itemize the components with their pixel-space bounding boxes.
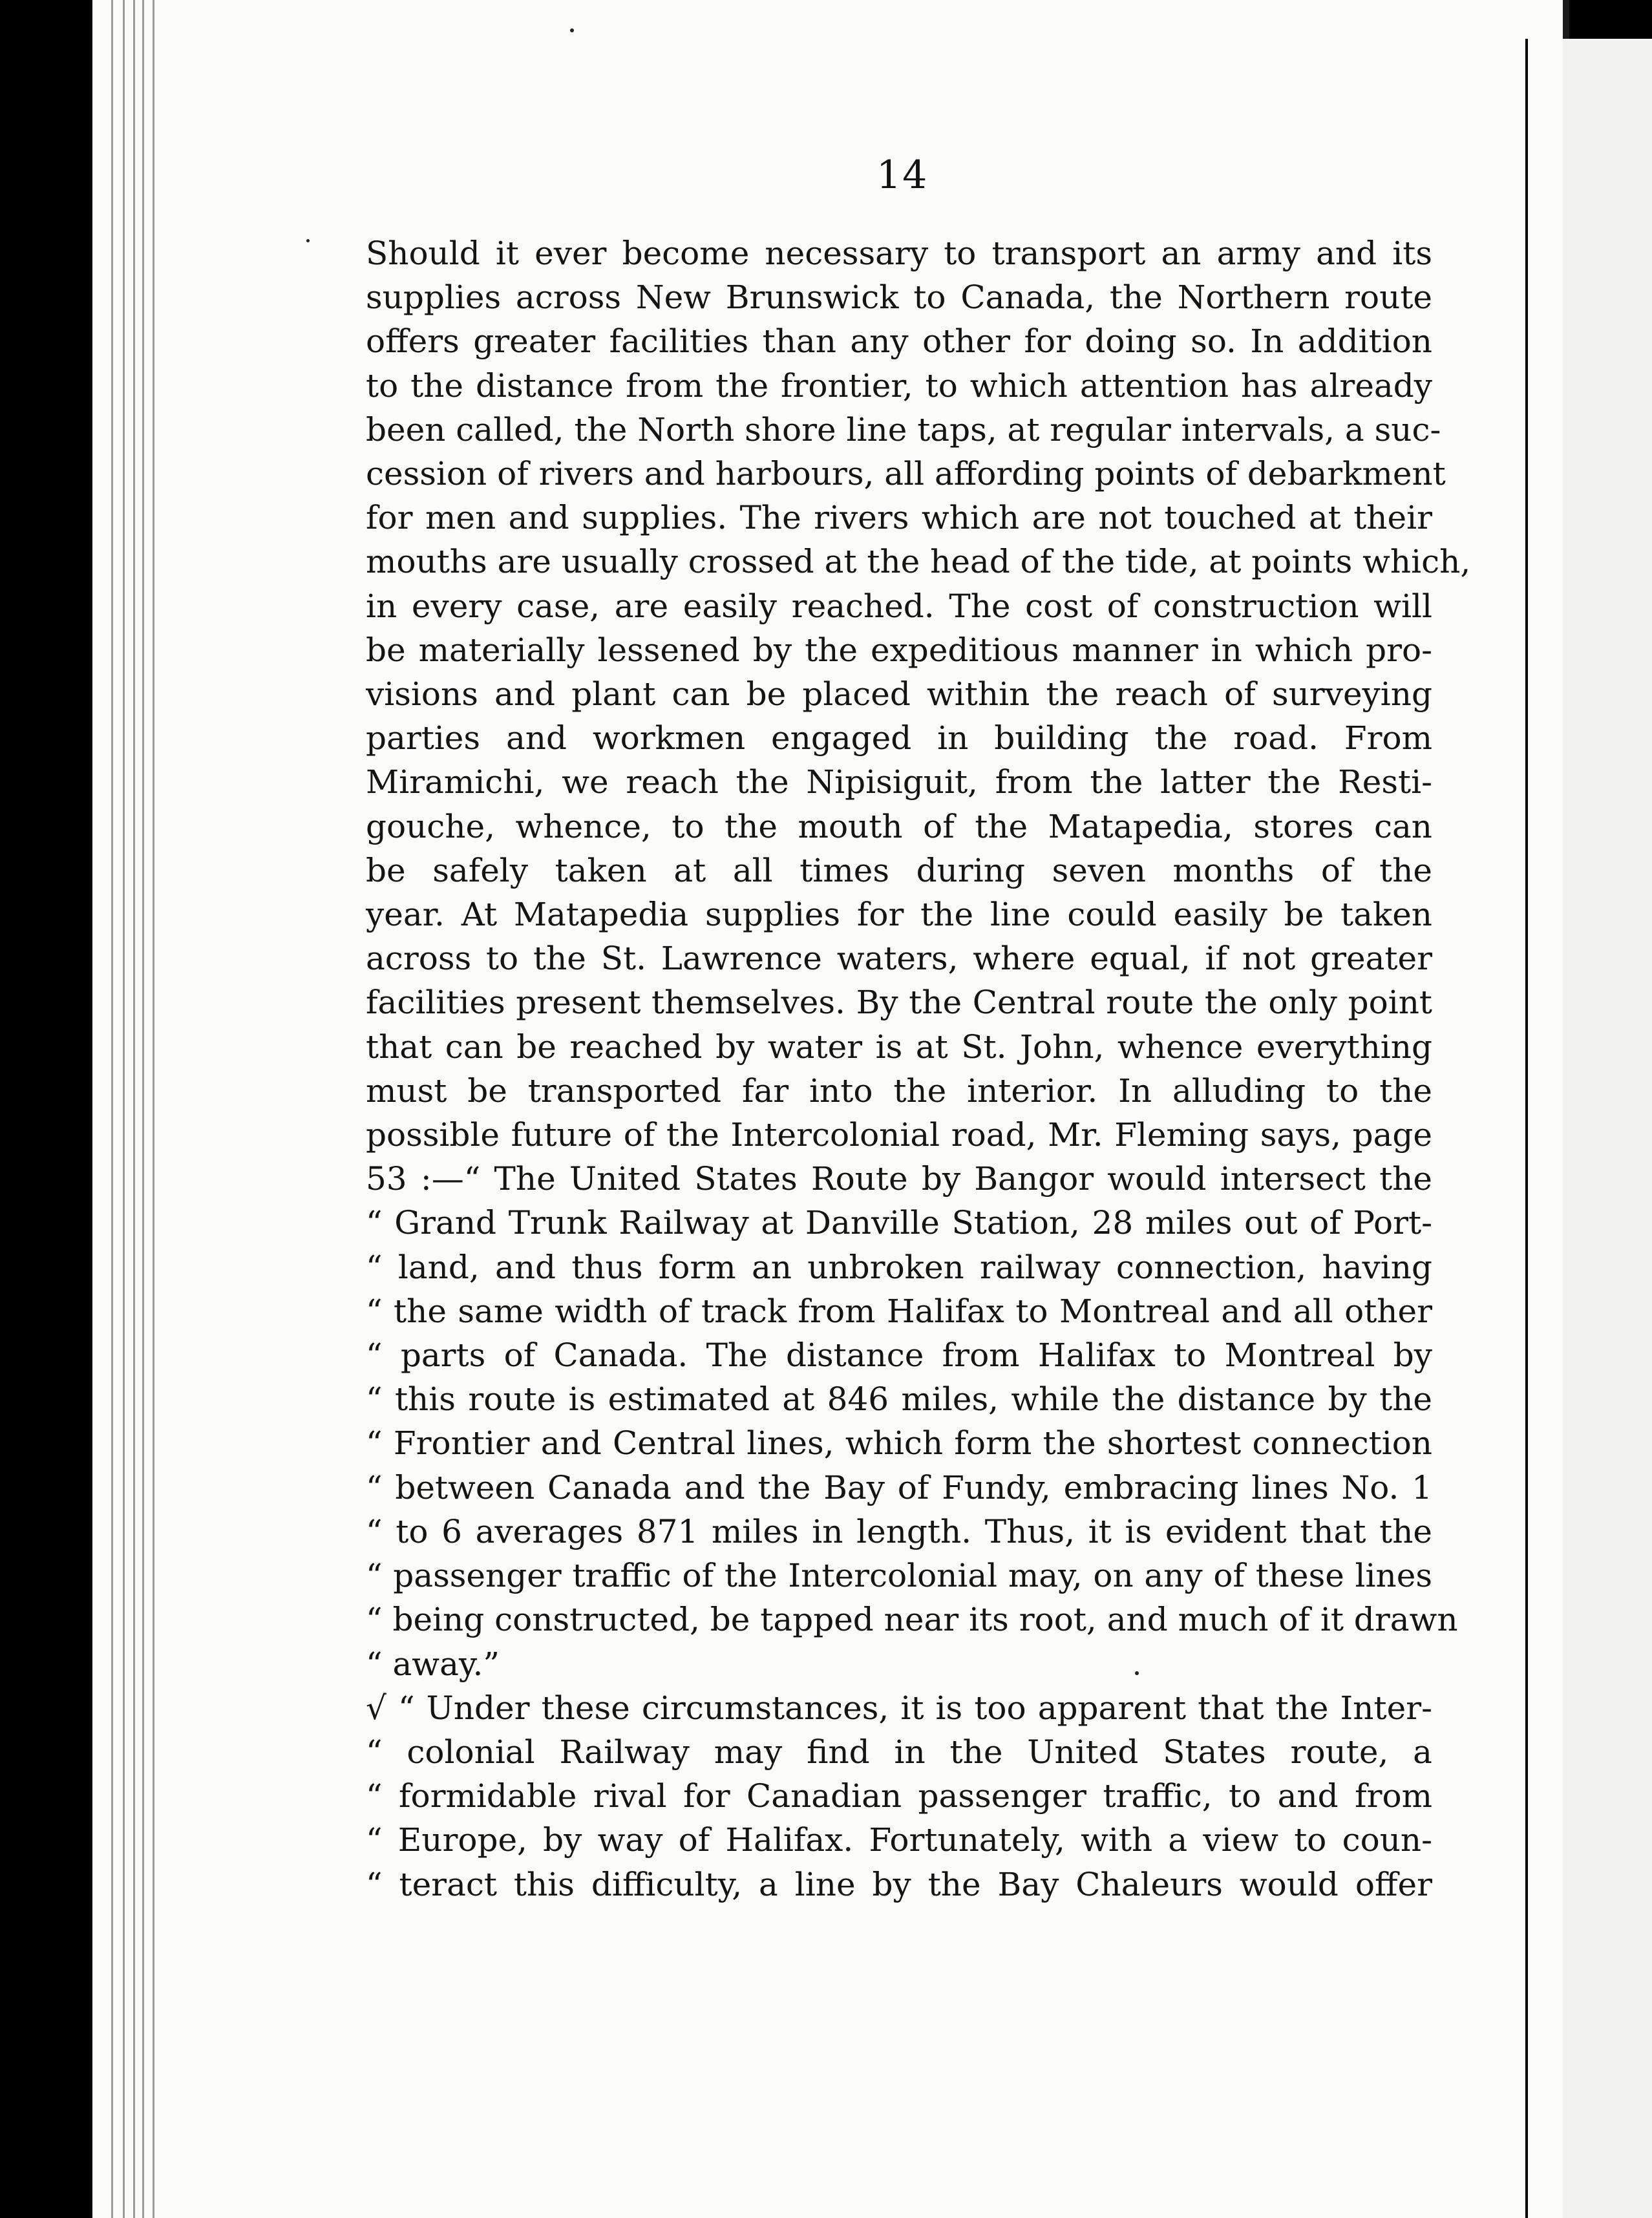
text-line: “ the same width of track from Halifax to Montreal and all other xyxy=(366,1292,1432,1330)
text-line: “ to 6 averages 871 miles in length. Thus, it is evident that the xyxy=(366,1512,1432,1550)
page-edge xyxy=(142,0,144,2218)
text-line: be materially lessened by the expeditious manner in which pro- xyxy=(366,631,1432,669)
text-line: “ Europe, by way of Halifax. Fortunately, with a view to coun- xyxy=(366,1821,1432,1859)
text-line: gouche, whence, to the mouth of the Matapedia, stores can xyxy=(366,807,1432,845)
text-line: been called, the North shore line taps, at regular intervals, a suc- xyxy=(366,410,1441,449)
text-line: “ Frontier and Central lines, which form the shortest connection xyxy=(366,1424,1432,1463)
text-line: that can be reached by water is at St. John, whence everything xyxy=(366,1028,1432,1066)
text-line: “ colonial Railway may find in the United States route, a xyxy=(366,1733,1432,1771)
text-line: in every case, are easily reached. The cost of construction will xyxy=(366,587,1432,625)
page-body-text xyxy=(366,231,1471,1906)
text-line: supplies across New Brunswick to Canada, the Northern route xyxy=(366,279,1432,317)
text-line: “ this route is estimated at 846 miles, while the distance by the xyxy=(366,1380,1432,1419)
text-line: “ passenger traffic of the Intercolonial may, on any of these lines xyxy=(366,1557,1432,1595)
page-edge xyxy=(111,0,113,2218)
page-edge xyxy=(123,0,125,2218)
text-line: be safely taken at all times during seven months of the xyxy=(366,851,1432,889)
text-line: “ parts of Canada. The distance from Halifax to Montreal by xyxy=(366,1336,1432,1375)
text-line: must be transported far into the interior. In alluding to the xyxy=(366,1072,1432,1110)
text-line: “ being constructed, be tapped near its root, and much of it drawn xyxy=(366,1601,1458,1639)
page-number: 14 xyxy=(876,153,929,198)
text-line: “ formidable rival for Canadian passenger traffic, to and from xyxy=(366,1777,1432,1815)
text-line: to the distance from the frontier, to which attention has already xyxy=(366,366,1432,405)
text-line: 53 :—“ The United States Route by Bangor would intersect the xyxy=(366,1160,1432,1198)
text-line: visions and plant can be placed within the reach of surveying xyxy=(366,675,1432,713)
text-line: cession of rivers and harbours, all affording points of debarkment xyxy=(366,455,1446,493)
text-line: Should it ever become necessary to transport an army and its xyxy=(366,235,1432,272)
scan-speck xyxy=(570,28,574,32)
text-line: mouths are usually crossed at the head of the tide, at points which, xyxy=(366,543,1471,581)
text-line: “ Grand Trunk Railway at Danville Station, 28 miles out of Port- xyxy=(366,1204,1432,1242)
page-edge xyxy=(133,0,135,2218)
text-line: year. At Matapedia supplies for the line could easily be taken xyxy=(366,896,1432,934)
text-line: parties and workmen engaged in building the road. From xyxy=(366,719,1432,757)
adjacent-page-strip xyxy=(1563,39,1652,2218)
text-line: Miramichi, we reach the Nipisiguit, from the latter the Resti- xyxy=(366,763,1432,801)
text-line: “ away.” xyxy=(366,1645,500,1683)
text-line: possible future of the Intercolonial road, Mr. Fleming says, page xyxy=(366,1116,1432,1154)
page-edge xyxy=(153,0,154,2218)
text-line: “ between Canada and the Bay of Fundy, embracing lines No. 1 xyxy=(366,1468,1432,1506)
text-line: “ land, and thus form an unbroken railway connection, having xyxy=(366,1248,1432,1286)
adjacent-page-edge xyxy=(1525,39,1528,2218)
scan-speck xyxy=(306,239,310,242)
text-line: “ teract this difficulty, a line by the Bay Chaleurs would offer xyxy=(366,1865,1432,1903)
text-line: facilities present themselves. By the Central route the only point xyxy=(366,984,1432,1022)
text-line: for men and supplies. The rivers which are not touched at their xyxy=(366,499,1432,537)
text-line: √ “ Under these circumstances, it is too apparent that the Inter- xyxy=(366,1689,1432,1727)
text-line: offers greater facilities than any other for doing so. In addition xyxy=(366,322,1432,361)
text-line: across to the St. Lawrence waters, where equal, if not greater xyxy=(366,940,1432,978)
